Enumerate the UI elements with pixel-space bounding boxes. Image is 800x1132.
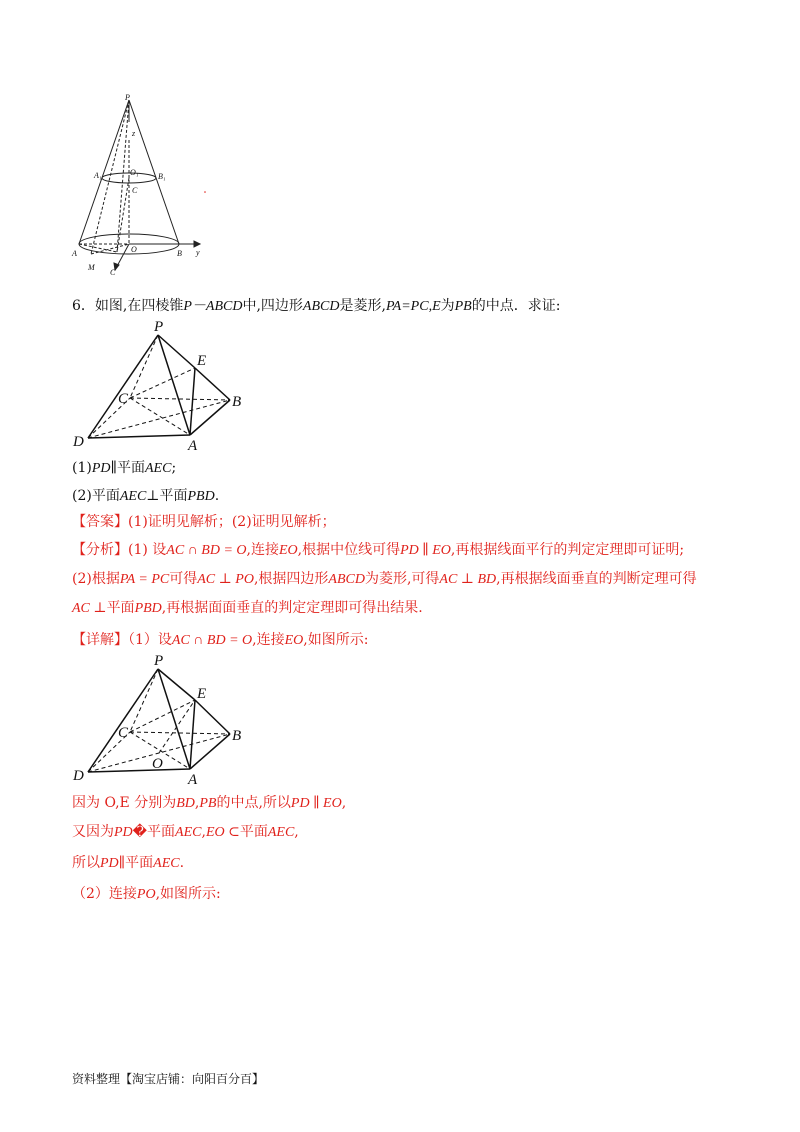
detail-step-1: 因为 O,E 分别为BD,PB的中点,所以PD ∥ EO, (72, 795, 347, 811)
page-footer: 资料整理【淘宝店铺：向阳百分百】 (72, 1072, 265, 1086)
pyramid-figure-1 (70, 318, 260, 453)
analysis-line-1: 【分析】(1) 设AC ∩ BD = O,连接EO,根据中位线可得PD ∥ EO,再根据线面平行的判定定理即可证明; (72, 542, 685, 558)
pyr2-label-p: P (154, 653, 164, 669)
pyr2-label-b: B (232, 728, 242, 744)
pyr1-label-p: P (154, 319, 164, 335)
cone-label-c1: C (132, 186, 138, 195)
analysis-line-2: (2)根据PA = PC可得AC ⊥ PO,根据四边形ABCD为菱形,可得AC ⊥ BD,再根据线面垂直的判断定理可得 (72, 571, 697, 587)
question-part-2: (2)平面AEC⊥平面PBD. (72, 488, 220, 504)
pyr1-label-b: B (232, 394, 242, 410)
cone-label-b1: B₁ (158, 172, 166, 181)
pyr1-label-d: D (73, 434, 84, 450)
pyr1-label-c: C (118, 391, 129, 407)
cone-label-b: B (177, 249, 182, 258)
answer-tag: 【答案】 (72, 514, 128, 530)
cone-label-c: C (110, 268, 116, 277)
pyr2-label-d: D (73, 768, 84, 784)
pyr1-label-e: E (197, 353, 207, 369)
detail-step-3: 所以PD∥平面AEC. (72, 855, 185, 871)
cone-figure (70, 92, 220, 277)
pyr2-label-o: O (152, 756, 163, 772)
analysis-line-3: AC ⊥平面PBD,再根据面面垂直的判定定理即可得出结果. (72, 600, 423, 616)
detail-step-2: 又因为PD�平面AEC,EO ⊂平面AEC, (72, 824, 299, 840)
pyr2-label-a: A (188, 772, 198, 787)
cone-label-a: A (72, 249, 77, 258)
pyramid-figure-2 (70, 652, 260, 787)
pyr2-label-e: E (197, 686, 207, 702)
cone-label-p: P (125, 93, 130, 102)
pyr2-label-c: C (118, 725, 129, 741)
question-6-stem: 6．如图,在四棱锥P－ABCD中,四边形ABCD是菱形,PA=PC,E为PB的中点．求证: (72, 298, 561, 314)
cone-label-y: y (196, 248, 200, 257)
pyr1-label-a: A (188, 438, 198, 453)
detail-line-1: 【详解】（1）设AC ∩ BD = O,连接EO,如图所示: (72, 632, 369, 648)
detail-step-4: （2）连接PO,如图所示: (72, 886, 221, 902)
analysis-tag: 【分析】 (72, 542, 128, 558)
detail-tag: 【详解】 (72, 632, 128, 648)
cone-label-z: z (132, 129, 136, 138)
cone-label-o: O (131, 245, 137, 254)
cone-label-a1: A₁ (94, 171, 102, 180)
answer-line: 【答案】(1)证明见解析；(2)证明见解析； (72, 514, 336, 530)
question-part-1: (1)PD∥平面AEC; (72, 460, 177, 476)
cone-label-m: M (88, 263, 95, 272)
cone-label-o1: O₁ (130, 168, 139, 177)
